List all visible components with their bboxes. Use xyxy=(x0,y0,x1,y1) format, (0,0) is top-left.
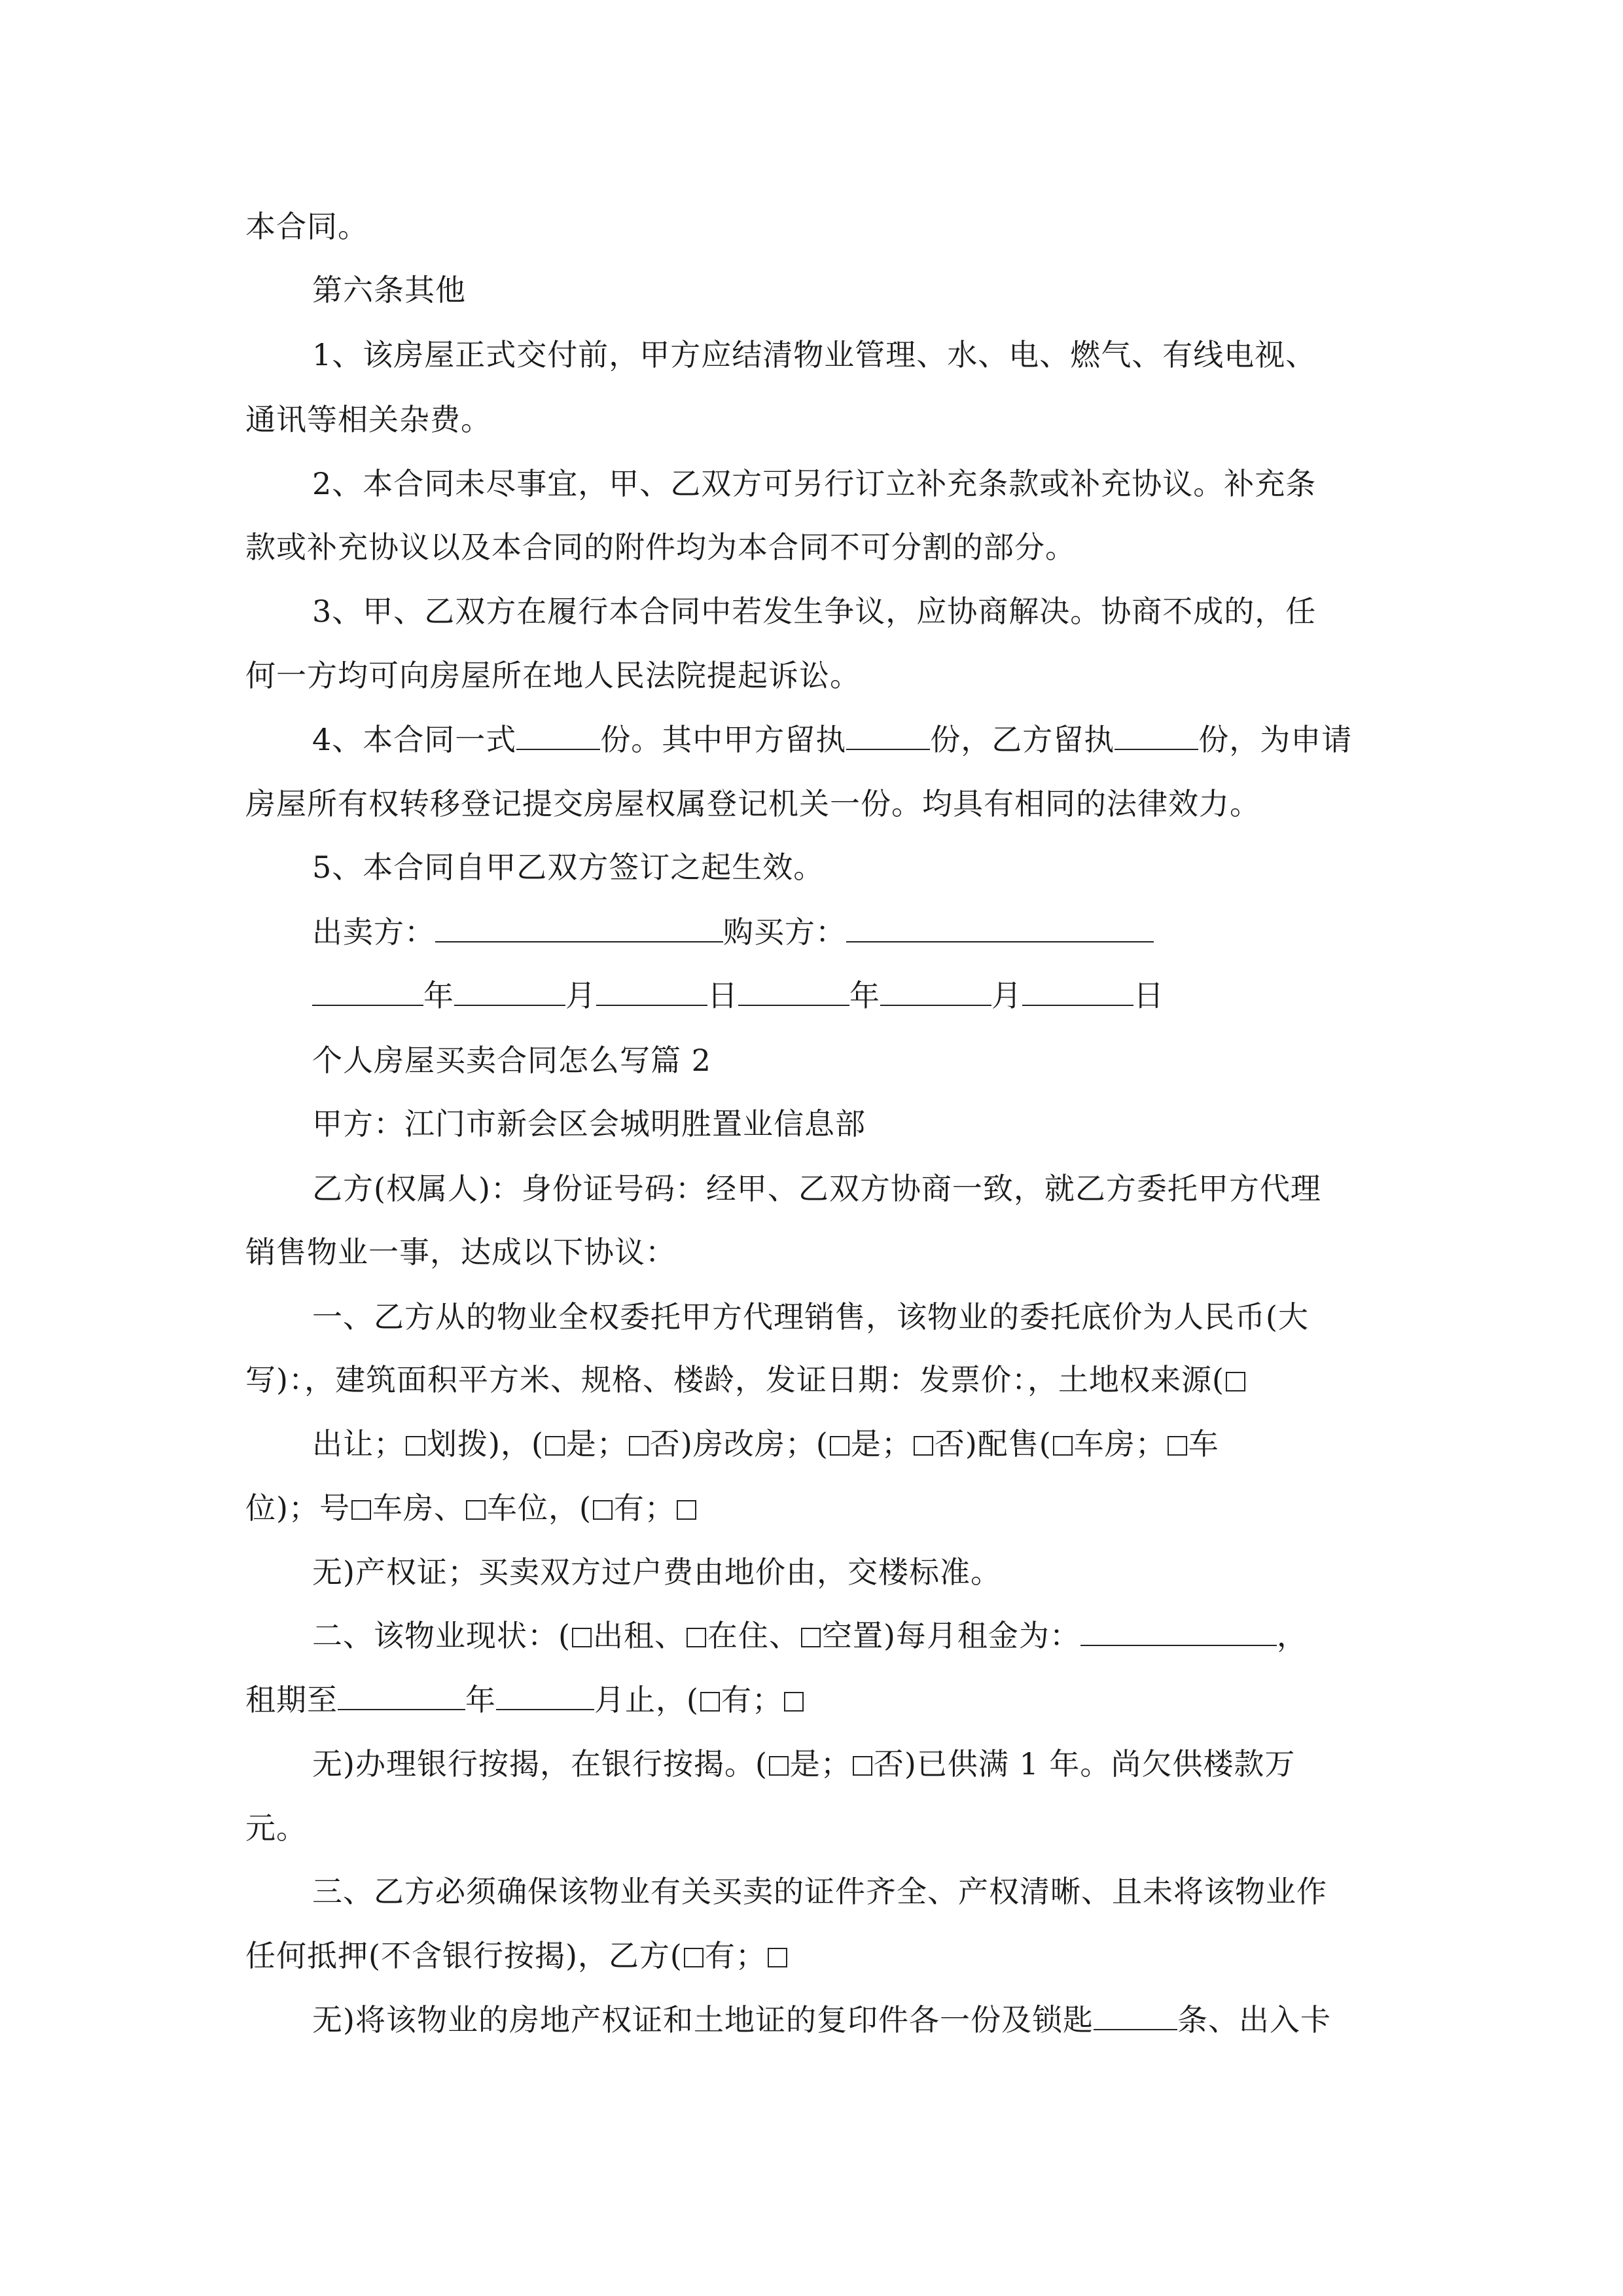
text-segment: 车房、 xyxy=(372,1490,465,1526)
buyer-day-blank[interactable] xyxy=(1022,978,1133,1006)
text-line: 三、乙方必须确保该物业有关买卖的证件齐全、产权清晰、且未将该物业作 xyxy=(312,1874,1327,1909)
text-segment: 有； xyxy=(613,1490,675,1526)
section-heading: 第六条其他 xyxy=(312,272,466,308)
checkbox-line xyxy=(245,1490,1384,1526)
text-segment: 无)将该物业的房地产权证和土地证的复印件各一份及锁匙 xyxy=(312,2002,1094,2037)
checkbox[interactable] xyxy=(1226,1372,1245,1391)
seller-label: 出卖方： xyxy=(312,914,435,950)
text-segment: 是； xyxy=(850,1426,912,1462)
checkbox[interactable] xyxy=(351,1500,371,1520)
checkbox[interactable] xyxy=(406,1436,425,1456)
text-line: 何一方均可向房屋所在地人民法院提起诉讼。 xyxy=(245,658,861,693)
checkbox[interactable] xyxy=(769,1756,789,1776)
text-segment: 车 xyxy=(1188,1426,1219,1462)
text-segment: 空置)每月租金为： xyxy=(821,1618,1080,1653)
checkbox-line xyxy=(312,1426,1451,1462)
copies-total-blank[interactable] xyxy=(516,723,600,750)
checkbox-line xyxy=(245,1681,1384,1718)
text-segment: 划拨)，( xyxy=(427,1426,544,1462)
text-line: 通讯等相关杂费。 xyxy=(245,402,491,437)
text-line: 款或补充协议以及本合同的附件均为本合同不可分割的部分。 xyxy=(245,529,1076,565)
buyer-year-blank[interactable] xyxy=(738,978,849,1006)
text-segment: 份。其中甲方留执 xyxy=(600,722,847,757)
text-line: 本合同。 xyxy=(245,209,368,244)
seller-signature-blank[interactable] xyxy=(435,915,723,942)
year-label: 年 xyxy=(423,978,454,1013)
checkbox[interactable] xyxy=(629,1436,649,1456)
checkbox[interactable] xyxy=(801,1628,821,1647)
text-segment: 在住、 xyxy=(707,1618,800,1653)
text-segment: 是； xyxy=(789,1746,851,1782)
checkbox[interactable] xyxy=(572,1628,592,1647)
text-segment: 份，乙方留执 xyxy=(930,722,1115,757)
day-label: 日 xyxy=(707,978,738,1013)
text-segment: ， xyxy=(1276,1618,1308,1653)
checkbox[interactable] xyxy=(466,1500,486,1520)
text-line xyxy=(245,1361,1384,1398)
checkbox-line xyxy=(312,1746,1451,1782)
buyer-month-blank[interactable] xyxy=(880,978,991,1006)
checkbox[interactable] xyxy=(700,1692,720,1712)
text-line xyxy=(312,2001,1451,2038)
text-line: 销售物业一事，达成以下协议： xyxy=(245,1234,676,1270)
text-segment: 是； xyxy=(565,1426,628,1462)
text-segment: 年 xyxy=(465,1682,496,1717)
text-segment: 租期至 xyxy=(245,1682,338,1717)
year-label: 年 xyxy=(849,978,880,1013)
text-segment: 否)房改房；( xyxy=(649,1426,829,1462)
checkbox[interactable] xyxy=(853,1756,872,1776)
signature-line xyxy=(312,914,1451,950)
text-line: 1、该房屋正式交付前，甲方应结清物业管理、水、电、燃气、有线电视、 xyxy=(312,337,1317,372)
text-segment: 否)已供满 1 年。尚欠供楼款万 xyxy=(873,1746,1296,1782)
lease-year-blank[interactable] xyxy=(338,1683,465,1710)
text-segment: 无)办理银行按揭，在银行按揭。( xyxy=(312,1746,768,1782)
text-segment: 月止，( xyxy=(594,1682,699,1717)
text-line: 5、本合同自甲乙双方签订之起生效。 xyxy=(312,850,825,885)
buyer-signature-blank[interactable] xyxy=(846,915,1154,942)
checkbox[interactable] xyxy=(684,1948,704,1967)
monthly-rent-blank[interactable] xyxy=(1080,1619,1277,1646)
seller-year-blank[interactable] xyxy=(312,978,423,1006)
checkbox[interactable] xyxy=(784,1692,804,1712)
party-b-line: 乙方(权属人)：身份证号码：经甲、乙双方协商一致，就乙方委托甲方代理 xyxy=(312,1171,1321,1206)
text-line: 2、本合同未尽事宜，甲、乙双方可另行订立补充条款或补充协议。补充条 xyxy=(312,466,1317,501)
copies-line xyxy=(312,721,1451,758)
party-a-copies-blank[interactable] xyxy=(846,723,930,750)
text-segment: 出让； xyxy=(312,1426,404,1462)
text-segment: 车位，( xyxy=(486,1490,592,1526)
text-line: 房屋所有权转移登记提交房屋权属登记机关一份。均具有相同的法律效力。 xyxy=(245,786,1260,821)
month-label: 月 xyxy=(565,978,596,1013)
party-a-line: 甲方：江门市新会区会城明胜置业信息部 xyxy=(312,1106,866,1141)
checkbox[interactable] xyxy=(593,1500,613,1520)
text-segment: 车房； xyxy=(1073,1426,1166,1462)
checkbox[interactable] xyxy=(1053,1436,1073,1456)
text-line: 一、乙方从的物业全权委托甲方代理销售，该物业的委托底价为人民币(大 xyxy=(312,1299,1309,1335)
checkbox[interactable] xyxy=(768,1948,787,1967)
checkbox[interactable] xyxy=(687,1628,706,1647)
checkbox[interactable] xyxy=(677,1500,696,1520)
text-segment: 有； xyxy=(721,1682,783,1717)
party-b-copies-blank[interactable] xyxy=(1115,723,1198,750)
date-line xyxy=(312,977,1451,1014)
checkbox-line xyxy=(245,1937,1384,1974)
text-line: 元。 xyxy=(245,1810,307,1846)
text-segment: 否)配售( xyxy=(934,1426,1052,1462)
seller-day-blank[interactable] xyxy=(596,978,707,1006)
lease-month-blank[interactable] xyxy=(496,1683,594,1710)
text-segment: 4、本合同一式 xyxy=(312,722,517,757)
key-count-blank[interactable] xyxy=(1094,2003,1177,2030)
buyer-label: 购买方： xyxy=(723,914,846,950)
text-segment: 任何抵押(不含银行按揭)，乙方( xyxy=(245,1938,683,1973)
day-label: 日 xyxy=(1133,978,1164,1013)
text-line: 3、甲、乙双方在履行本合同中若发生争议，应协商解决。协商不成的，任 xyxy=(312,594,1317,629)
text-segment: 写)：，建筑面积平方米、规格、楼龄，发证日期：发票价：，土地权来源( xyxy=(245,1362,1224,1397)
text-segment: 有； xyxy=(704,1938,766,1973)
checkbox[interactable] xyxy=(545,1436,565,1456)
checkbox-line xyxy=(312,1617,1451,1654)
seller-month-blank[interactable] xyxy=(454,978,565,1006)
checkbox[interactable] xyxy=(1168,1436,1187,1456)
text-segment: 份，为申请 xyxy=(1198,722,1353,757)
month-label: 月 xyxy=(991,978,1022,1013)
text-line: 无)产权证；买卖双方过户费由地价由，交楼标准。 xyxy=(312,1554,1001,1590)
text-segment: 位)；号 xyxy=(245,1490,350,1526)
contract-title: 个人房屋买卖合同怎么写篇 2 xyxy=(312,1043,711,1078)
checkbox[interactable] xyxy=(830,1436,849,1456)
checkbox[interactable] xyxy=(914,1436,933,1456)
text-segment: 条、出入卡 xyxy=(1177,2002,1331,2037)
text-segment: 出租、 xyxy=(592,1618,685,1653)
text-segment: 二、该物业现状：( xyxy=(312,1618,571,1653)
